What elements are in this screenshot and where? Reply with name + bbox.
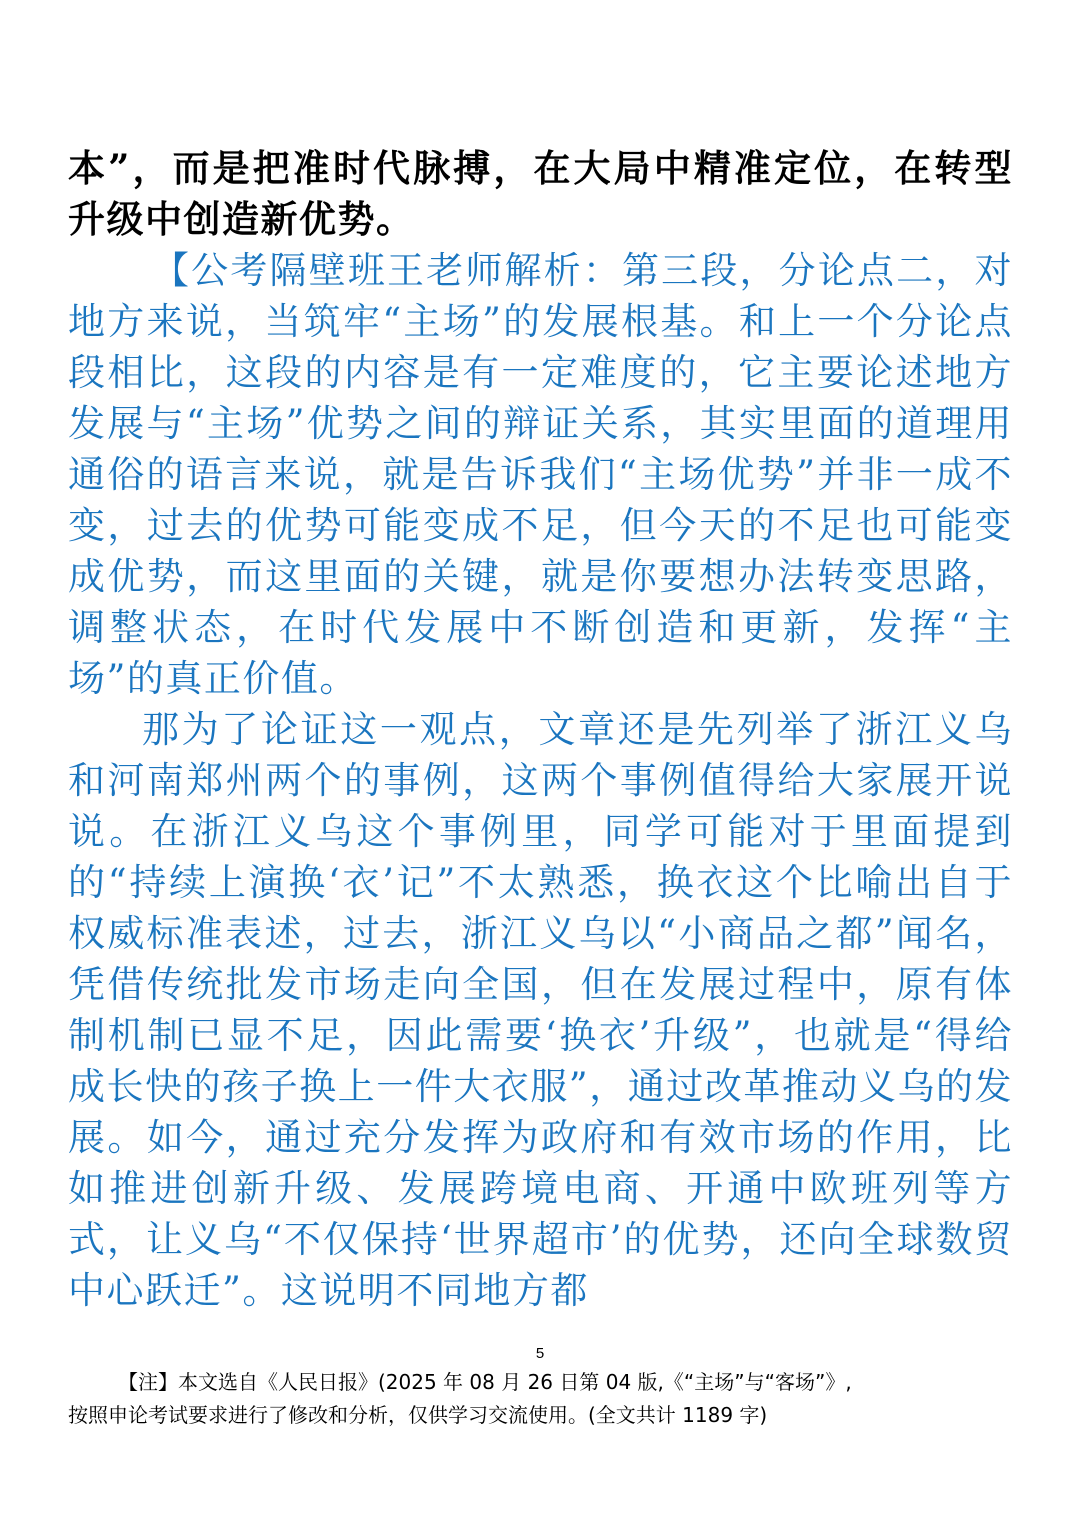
- footnote-line-2: 按照申论考试要求进行了修改和分析，仅供学习交流使用。(全文共计 1189 字): [68, 1403, 768, 1427]
- footnote-line-1: 【注】本文选自《人民日报》(2025 年 08 月 26 日第 04 版,《“主场”与“客场”》,: [118, 1370, 852, 1394]
- analysis-paragraph-2: 那为了论证这一观点，文章还是先列举了浙江义乌和河南郑州两个的事例，这两个事例值得给大家展开说说。在浙江义乌这个事例里，同学可能对于里面提到的“持续上演换‘衣’记”不太熟悉，换衣这个比喻出自于权威标准表述，过去，浙江义乌以“小商品之都”闻名，凭借传统批发市场走向全国，但在发展过程中，原有体制机制已显不足，因此需要‘换衣’升级”，也就是“得给成长快的孩子换上一件大衣服”，通过改革推动义乌的发展。如今，通过充分发挥为政府和有效市场的作用，比如推进创新升级、发展跨境电商、开通中欧班列等方式，让义乌“不仅保持‘世界超市’的优势，还向全球数贸中心跃迁”。这说明不同地方都: [68, 708, 1013, 1312]
- footnote: [68, 1366, 1018, 1432]
- body-paragraph: 本”，而是把准时代脉搏，在大局中精准定位，在转型升级中创造新优势。: [68, 146, 1013, 241]
- analysis-paragraph-1: 【公考隔壁班王老师解析：第三段，分论点二，对地方来说，当筑牢“主场”的发展根基。和上一个分论点段相比，这段的内容是有一定难度的，它主要论述地方发展与“主场”优势之间的辩证关系，其实里面的道理用通俗的语言来说，就是告诉我们“主场优势”并非一成不变，过去的优势可能变成不足，但今天的不足也可能变成优势，而这里面的关键，就是你要想办法转变思路，调整状态，在时代发展中不断创造和更新，发挥“主场”的真正价值。: [68, 249, 1013, 700]
- analysis-section: [68, 245, 1013, 1316]
- page-number: 5: [535, 1345, 545, 1362]
